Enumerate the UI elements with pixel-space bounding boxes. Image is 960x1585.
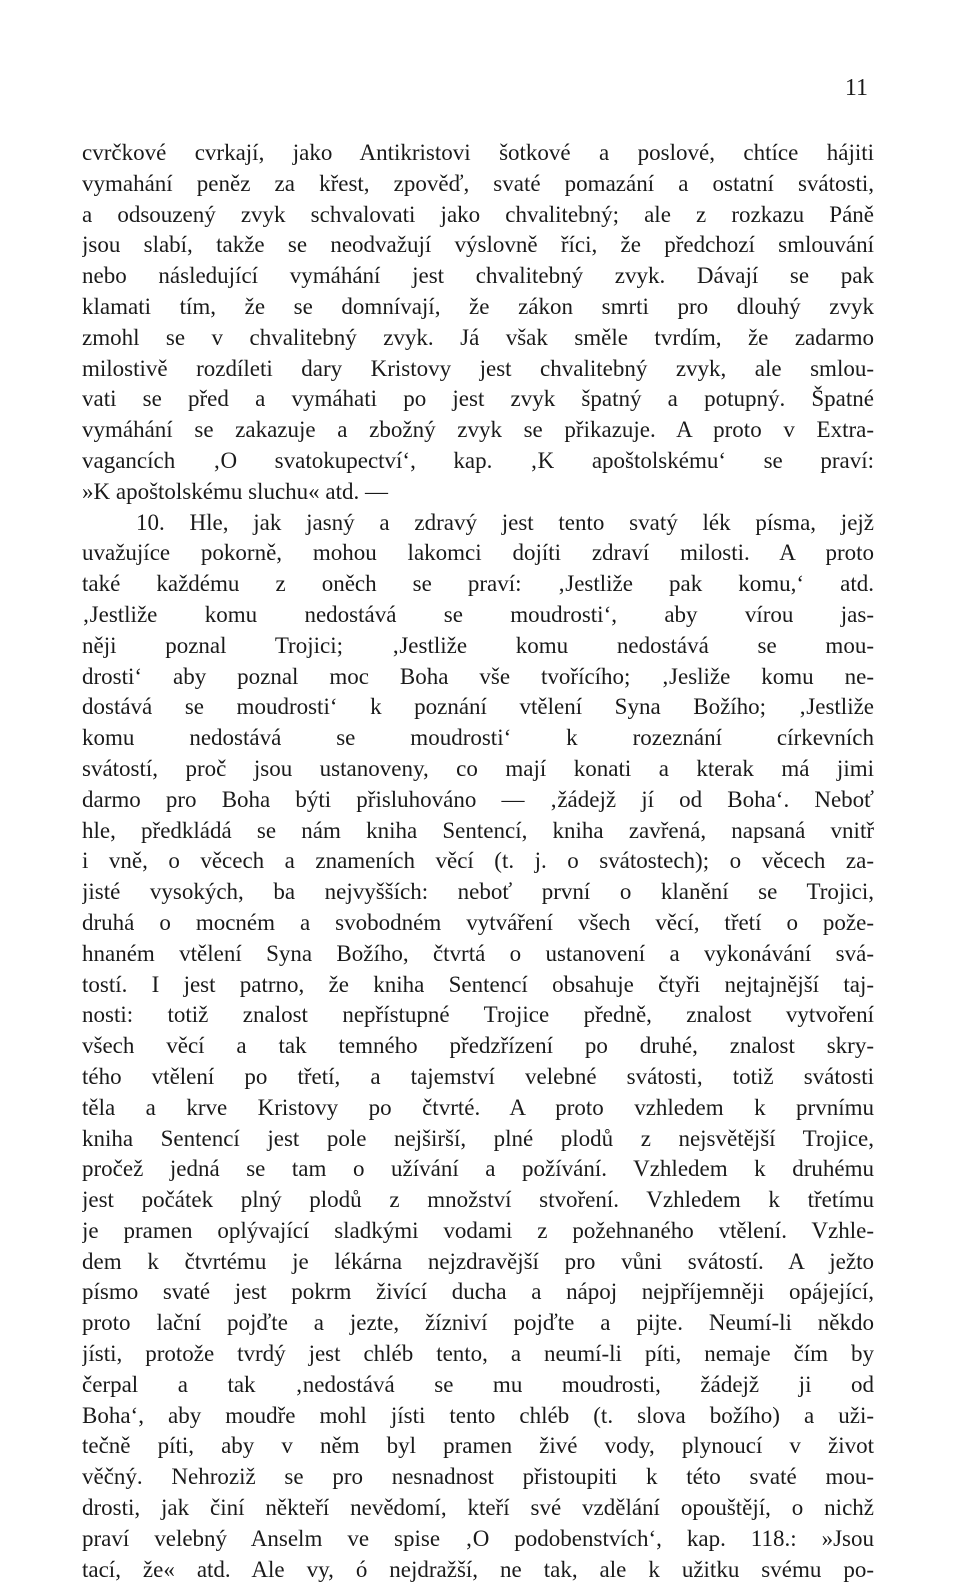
text-line: uvažujíce pokorně, mohou lakomci dojíti zdraví milosti. A proto — [82, 540, 874, 566]
text-line: ‚Jestliže komu nedostává se moudrosti‘, aby vírou jas- — [82, 601, 874, 627]
text-line: čerpal a tak ‚nedostává se mu moudrosti, žádejž ji od — [82, 1371, 874, 1397]
text-line: druhá o mocném a svobodném vytváření všech věcí, třetí o pože- — [82, 909, 874, 935]
paragraph-start-line: 10. Hle, jak jasný a zdravý jest tento svatý lék písma, jejž — [136, 509, 874, 535]
text-line: jsou slabí, takže se neodvažují výslovně říci, že předchozí smlouvání — [82, 232, 874, 258]
text-line: vymahání peněz za křest, zpověď, svaté pomazání a ostatní svátosti, — [82, 170, 874, 196]
text-line: je pramen oplývající sladkými vodami z požehnaného vtělení. Vzhle- — [82, 1217, 874, 1243]
text-line: proto lační pojďte a jezte, žízniví pojďte a pijte. Neumí-li někdo — [82, 1310, 874, 1336]
text-line: nosti: totiž znalost nepřístupné Trojice předně, znalost vytvoření — [82, 1002, 874, 1028]
page-number: 11 — [844, 75, 868, 101]
text-line: tací, že« atd. Ale vy, ó nejdražší, ne tak, ale k užitku svému po- — [82, 1556, 874, 1582]
text-line: jísti, protože tvrdý jest chléb tento, a neumí-li píti, nemaje čím by — [82, 1341, 874, 1367]
text-line: pročež jedná se tam o užívání a požívání. Vzhledem k druhému — [82, 1156, 874, 1182]
text-line: milostivě rozdíleti dary Kristovy jest chvalitebný zvyk, ale smlou- — [82, 355, 874, 381]
text-line: něji poznal Trojici; ‚Jestliže komu nedostává se mou- — [82, 632, 874, 658]
text-line: nebo následující vymáhání jest chvalitebný zvyk. Dávají se pak — [82, 263, 874, 289]
text-line: svátostí, proč jsou ustanoveny, co mají konati a kterak má jimi — [82, 755, 874, 781]
page-text — [82, 138, 874, 1585]
text-line: písmo svaté jest pokrm živící ducha a nápoj nejpříjemněji opájející, — [82, 1279, 874, 1305]
text-line: klamati tím, že se domnívají, že zákon smrti pro dlouhý zvyk — [82, 293, 874, 319]
text-line: dostává se moudrosti‘ k poznání vtělení Syna Božího; ‚Jestliže — [82, 694, 874, 720]
text-line: tostí. I jest patrno, že kniha Sentencí obsahuje čtyři nejtajnější taj- — [82, 971, 874, 997]
text-line: a odsouzený zvyk schvalovati jako chvalitebný; ale z rozkazu Páně — [82, 201, 874, 227]
text-line: cvrčkové cvrkají, jako Antikristovi šotkové a poslové, chtíce hájiti — [82, 140, 874, 165]
text-line: vymáhání se zakazuje a zbožný zvyk se přikazuje. A proto v Extra- — [82, 417, 874, 443]
text-line: »K apoštolskému sluchu« atd. — — [82, 478, 388, 504]
text-line: věčný. Nehroziž se pro nesnadnost přistoupiti k této svaté mou- — [82, 1464, 874, 1490]
text-line: vati se před a vymáhati po jest zvyk špatný a potupný. Špatné — [82, 386, 874, 412]
text-line: jisté vysokých, ba nejvyšších: neboť první o klanění se Trojici, — [82, 879, 874, 905]
text-line: praví velebný Anselm ve spise ‚O podobenstvích‘, kap. 118.: »Jsou — [82, 1525, 874, 1551]
text-line: hle, předkládá se nám kniha Sentencí, kniha zavřená, napsaná vnitř — [82, 817, 874, 843]
text-line: tého vtělení po třetí, a tajemství velebné svátosti, totiž svátosti — [82, 1063, 874, 1089]
text-line: tečně píti, aby v něm byl pramen živé vody, plynoucí v život — [82, 1433, 874, 1459]
text-line: i vně, o věcech a znameních věcí (t. j. o svátostech); o věcech za- — [82, 848, 874, 874]
text-line: hnaném vtělení Syna Božího, čtvrtá o ustanovení a vykonávání svá- — [82, 940, 874, 966]
text-line: drosti‘ aby poznal moc Boha vše tvořícího; ‚Jesliže komu ne- — [82, 663, 874, 689]
text-line: darmo pro Boha býti přisluhováno — ‚žádejž jí od Boha‘. Neboť — [82, 786, 874, 812]
text-line: komu nedostává se moudrosti‘ k rozeznání církevních — [82, 725, 874, 751]
text-line: drosti, jak činí někteří nevědomí, kteří své vzdělání opouštějí, o nichž — [82, 1495, 874, 1521]
text-line: všech věcí a tak temného předzřízení po druhé, znalost skry- — [82, 1033, 874, 1059]
text-line: těla a krve Kristovy po čtvrté. A proto vzhledem k prvnímu — [82, 1094, 874, 1120]
text-line: vagancích ‚O svatokupectví‘, kap. ‚K apoštolskému‘ se praví: — [82, 447, 874, 473]
text-line: Boha‘, aby moudře mohl jísti tento chléb (t. slova božího) a uži- — [82, 1402, 874, 1428]
text-line: dem k čtvrtému je lékárna nejzdravější pro vůni svátostí. A ježto — [82, 1248, 874, 1274]
text-line: zmohl se v chvalitebný zvyk. Já však směle tvrdím, že zadarmo — [82, 324, 874, 350]
text-line: jest počátek plný plodů z množství stvoření. Vzhledem k třetímu — [82, 1187, 874, 1213]
text-line: kniha Sentencí jest pole nejširší, plné plodů z nejsvětější Trojice, — [82, 1125, 874, 1151]
text-line: také každému z oněch se praví: ‚Jestliže pak komu,‘ atd. — [82, 571, 874, 597]
